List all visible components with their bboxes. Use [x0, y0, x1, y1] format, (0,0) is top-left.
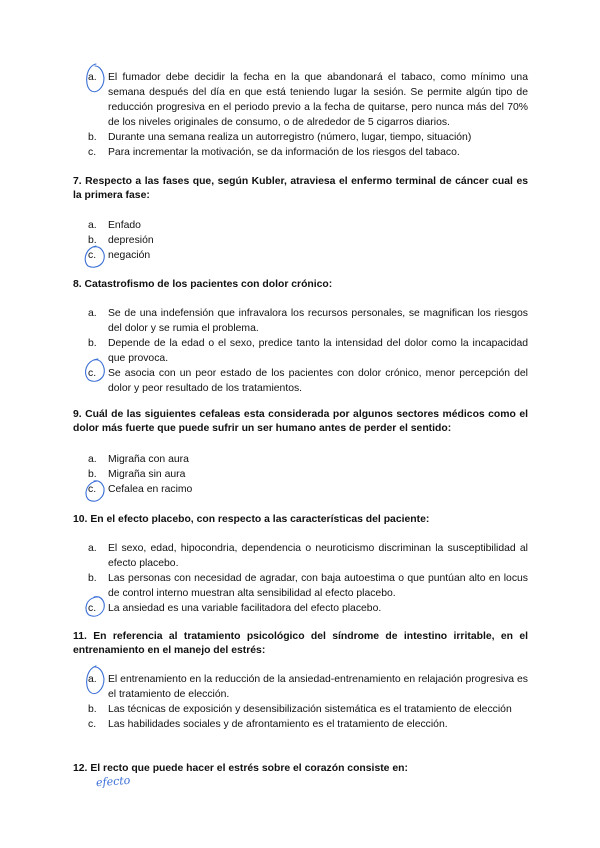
option-a[interactable]: a. Migraña con aura — [88, 454, 189, 465]
option-c[interactable]: c. La ansiedad es una variable facilitadora del efecto placebo. — [88, 603, 382, 614]
question-10-title: 10. En el efecto placebo, con respecto a las características del paciente: — [73, 514, 430, 525]
option-b[interactable]: b. Las personas con necesidad de agradar, con baja autoestima o que puntúan alto en locus de control interno muestran alta sensibilidad al efecto placebo. — [88, 573, 528, 599]
question-7-options — [88, 218, 528, 263]
option-c[interactable]: c. Las habilidades sociales y de afrontamiento es el tratamiento de elección. — [88, 719, 448, 730]
option-c[interactable]: c. Para incrementar la motivación, se da información de los riesgos del tabaco. — [88, 147, 460, 158]
question-7-title: 7. Respecto a las fases que, según Kubler, atraviesa el enfermo terminal de cáncer cual es la primera fase: — [73, 176, 528, 201]
option-b[interactable]: b. Migraña sin aura — [88, 469, 186, 480]
option-a[interactable]: a. El sexo, edad, hipocondria, dependencia o neuroticismo discriminan la susceptibilidad al efecto placebo. — [88, 543, 528, 569]
question-8-options — [88, 306, 528, 396]
option-b[interactable]: b. Durante una semana realiza un autorregistro (número, lugar, tiempo, situación) — [88, 132, 472, 143]
question-9-title: 9. Cuál de las siguientes cefaleas esta considerada por algunos sectores médicos como el dolor más fuerte que puede sufrir un ser humano antes de perder el sentido: — [73, 409, 528, 434]
question-8-title: 8. Catastrofismo de los pacientes con dolor crónico: — [73, 279, 333, 290]
option-list — [88, 70, 528, 160]
option-a[interactable]: a. Se de una indefensión que infravalora los recursos personales, se magnifican los riesgos del dolor y se rumia el problema. — [88, 308, 528, 334]
option-c[interactable]: c. Cefalea en racimo — [88, 484, 193, 495]
option-b[interactable]: b. depresión — [88, 235, 154, 246]
option-b[interactable]: b. Depende de la edad o el sexo, predice tanto la intensidad del dolor como la incapacidad que provoca. — [88, 338, 528, 364]
question-12-title: 12. El recto que puede hacer el estrés sobre el corazón consiste en: — [73, 763, 408, 774]
option-b[interactable]: b. Las técnicas de exposición y desensibilización sistemática es el tratamiento de elección — [88, 704, 512, 715]
option-c[interactable]: c. Se asocia con un peor estado de los pacientes con dolor crónico, menor percepción del dolor y peor resultado de los tratamientos. — [88, 368, 528, 394]
question-11-options — [88, 672, 528, 732]
option-a[interactable]: a. El fumador debe decidir la fecha en la que abandonará el tabaco, como mínimo una semana después del día en que está teniendo lugar la sesión. Se permite algún tipo de reducción progresiva en el periodo previo a la fecha de quitarse, pero nunca más del 70% de los niveles originales de consumo, o de alrededor de 5 cigarros diarios. — [88, 72, 528, 128]
question-11-title: 11. En referencia al tratamiento psicológico del síndrome de intestino irritable, en el entrenamiento en el manejo del estrés: — [73, 631, 528, 656]
option-c[interactable]: c. negación — [88, 250, 151, 261]
handwritten-note: efecto — [95, 773, 131, 790]
question-9-options — [88, 452, 528, 497]
option-a[interactable]: a. El entrenamiento en la reducción de la ansiedad-entrenamiento en relajación progresiva es el tratamiento de elección. — [88, 674, 528, 700]
option-a[interactable]: a. Enfado — [88, 220, 141, 231]
question-10-options — [88, 541, 528, 616]
